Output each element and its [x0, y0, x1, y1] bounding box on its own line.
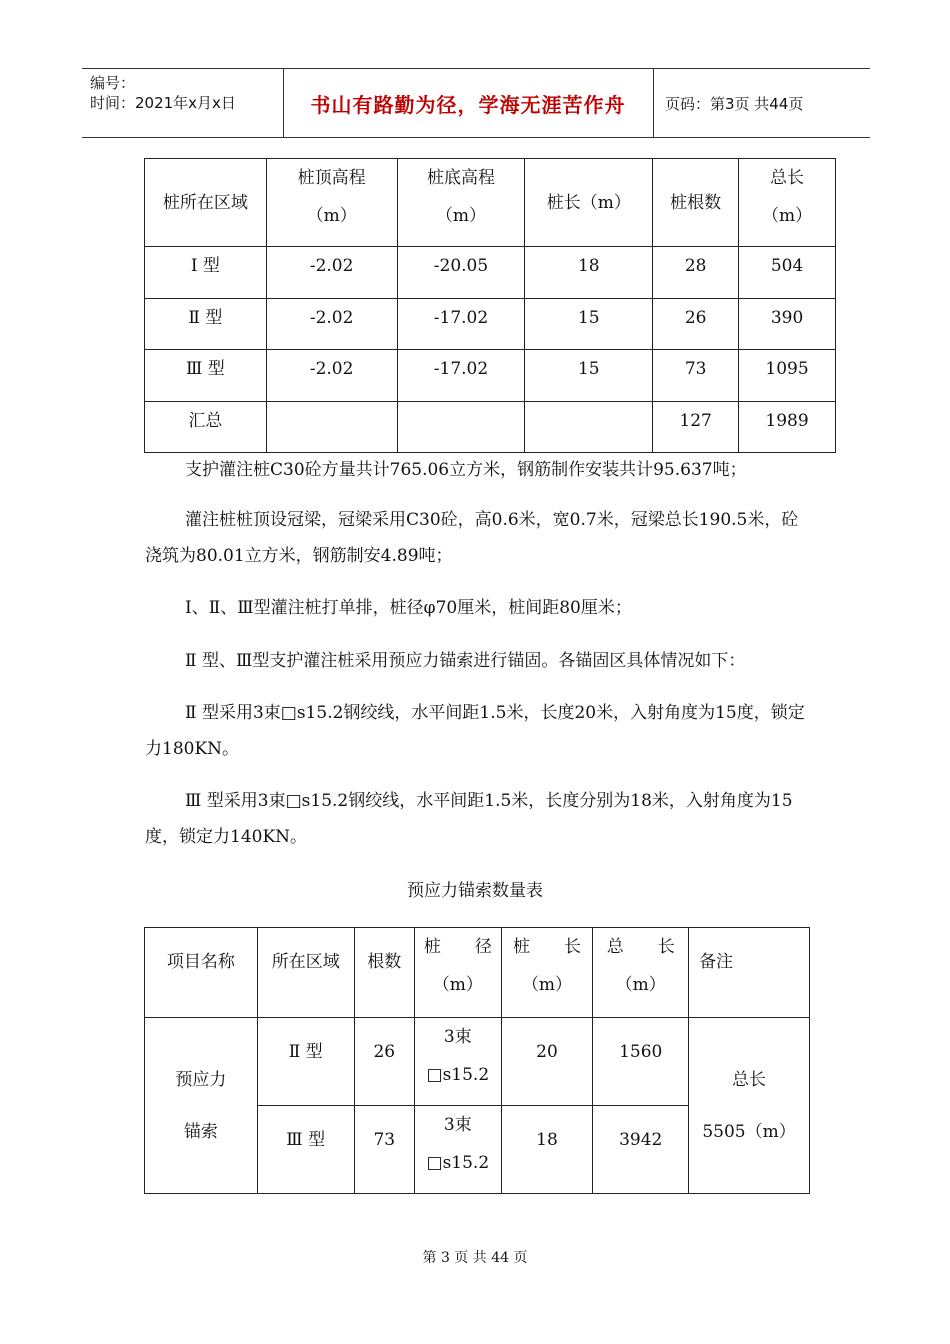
header-meta: [90, 73, 236, 113]
table-row: [145, 350, 836, 402]
table-cell: 18: [501, 1106, 593, 1194]
col-header: 桩所在区域: [145, 159, 267, 247]
table-cell: -2.02: [266, 247, 397, 299]
table-cell-note: 总长 5505（m）: [689, 1018, 810, 1194]
table-header-row: [145, 159, 836, 247]
header-motto: 书山有路勤为径，学海无涯苦作舟: [310, 92, 626, 117]
table-cell: 28: [653, 247, 739, 299]
header-page-number: 页码：第3页 共44页: [665, 95, 804, 113]
table-cell: -17.02: [397, 350, 525, 402]
table-cell: 73: [354, 1106, 414, 1194]
table-cell: 1989: [739, 402, 836, 453]
col-header: 总长 （m）: [739, 159, 836, 247]
table-cell: Ⅰ 型: [145, 247, 267, 299]
col-header: 桩底高程 （m）: [397, 159, 525, 247]
table-cell: 18: [525, 247, 653, 299]
col-header: 桩顶高程 （m）: [266, 159, 397, 247]
table-cell-item-name: 预应力 锚索: [145, 1018, 258, 1194]
table-cell: -2.02: [266, 350, 397, 402]
table-cell: 390: [739, 299, 836, 350]
table-cell: 3束 □s15.2: [415, 1106, 502, 1194]
table-cell: Ⅱ 型: [257, 1018, 354, 1106]
table-caption: 预应力锚索数量表: [407, 881, 543, 901]
page-footer: 第 3 页 共 44 页: [422, 1250, 528, 1266]
table-cell: Ⅱ 型: [145, 299, 267, 350]
table-cell: 15: [525, 299, 653, 350]
table-cell: 26: [653, 299, 739, 350]
page-header: [82, 68, 870, 138]
col-header: 桩 长 （m）: [501, 928, 593, 1018]
table-cell: -20.05: [397, 247, 525, 299]
col-header: 所在区域: [257, 928, 354, 1018]
table-cell: 73: [653, 350, 739, 402]
table-total-row: [145, 402, 836, 453]
table-row: [145, 247, 836, 299]
anchor-table: [144, 927, 810, 1194]
col-header: 根数: [354, 928, 414, 1018]
table-cell: [266, 402, 397, 453]
table-cell: 504: [739, 247, 836, 299]
table-cell: Ⅲ 型: [257, 1106, 354, 1194]
paragraph: Ⅰ、Ⅱ、Ⅲ型灌注桩打单排，桩径φ70厘米，桩间距80厘米；: [185, 598, 632, 618]
col-header: 总 长 （m）: [593, 928, 689, 1018]
header-number: 编号：: [90, 74, 136, 92]
col-header: 项目名称: [145, 928, 258, 1018]
table-cell: -17.02: [397, 299, 525, 350]
table-cell: 26: [354, 1018, 414, 1106]
table-cell: 3942: [593, 1106, 689, 1194]
table-cell: [397, 402, 525, 453]
table-cell: 20: [501, 1018, 593, 1106]
col-header: 桩根数: [653, 159, 739, 247]
table-header-row: [145, 928, 810, 1018]
header-divider: [653, 69, 654, 137]
table-cell: 127: [653, 402, 739, 453]
table-cell: 3束 □s15.2: [415, 1018, 502, 1106]
table-cell: Ⅲ 型: [145, 350, 267, 402]
pile-table: [144, 158, 836, 453]
col-header: 桩长（m）: [525, 159, 653, 247]
paragraph: 支护灌注桩C30砼方量共计765.06立方米，钢筋制作安装共计95.637吨；: [185, 460, 747, 480]
table-cell: 汇总: [145, 402, 267, 453]
paragraph: Ⅱ 型采用3束□s15.2钢绞线，水平间距1.5米，长度20米，入射角度为15度，锁定力180KN。: [145, 703, 805, 759]
table-cell: 1560: [593, 1018, 689, 1106]
table-cell: [525, 402, 653, 453]
table-cell: 1095: [739, 350, 836, 402]
table-row: [145, 1018, 810, 1106]
header-time: 时间：2021年x月x日: [90, 94, 236, 112]
paragraph: Ⅱ 型、Ⅲ型支护灌注桩采用预应力锚索进行锚固。各锚固区具体情况如下：: [185, 651, 746, 671]
col-header: 桩 径 （m）: [415, 928, 502, 1018]
col-header: 备注: [689, 928, 810, 1018]
table-cell: 15: [525, 350, 653, 402]
paragraph: 灌注桩桩顶设冠梁，冠梁采用C30砼，高0.6米，宽0.7米，冠梁总长190.5米，砼浇筑为80.01立方米，钢筋制安4.89吨；: [145, 510, 799, 566]
paragraph: Ⅲ 型采用3束□s15.2钢绞线，水平间距1.5米，长度分别为18米，入射角度为15度，锁定力140KN。: [145, 791, 793, 847]
table-cell: -2.02: [266, 299, 397, 350]
table-row: [145, 299, 836, 350]
